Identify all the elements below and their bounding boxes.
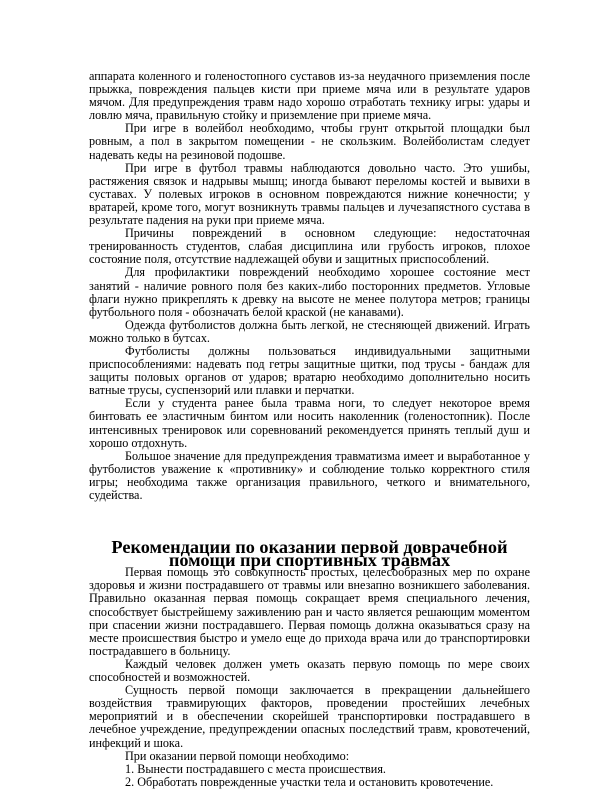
section-heading: Рекомендации по оказании первой доврачебной помощи при спортивных травмах <box>111 537 508 570</box>
list-item: 2. Обработать поврежденные участки тела и остановить кровотечение. <box>125 774 494 789</box>
paragraph: Каждый человек должен уметь оказать первую помощь по мере своих способностей и возможностей. <box>89 656 530 685</box>
paragraph: Для профилактики повреждений необходимо хорошее состояние мест занятий - наличие ровного поля без каких-либо посторонних предметов. Угловые флаги нужно прикреплять к древку на высоте не менее полутора метров; границы футбольного поля - обозначать белой краской (не канавами). <box>89 265 530 319</box>
paragraph: При игре в футбол травмы наблюдаются довольно часто. Это ушибы, растяжения связок и надрывы мышц; иногда бывают переломы костей и вывихи в суставах. У полевых игроков в основном повреждаются нижние конечности; у вратарей, кроме того, могут возникнуть травмы пальцев и лучезапястного сустава в результате падения на руки при приеме мяча. <box>89 160 530 228</box>
paragraph: Если у студента ранее была травма ноги, то следует некоторое время бинтовать ее эластичным бинтом или носить наколенник (голеностопник). После интенсивных тренировок или соревнований рекомендуется принять теплый душ и хорошо отдохнуть. <box>89 396 530 450</box>
paragraph: Первая помощь это совокупность простых, целесообразных мер по охране здоровья и жизни пострадавшего от травмы или внезапно возникшего заболевания. Правильно оказанная первая помощь сокращает время специального лечения, способствует быстрейшему заживлению ран и часто является решающим моментом при спасении жизни пострадавшего. Первая помощь должна оказываться сразу на месте происшествия быстро и умело еще до прихода врача или до транспортировки пострадавшего в больницу. <box>89 565 530 658</box>
paragraph: При оказании первой помощи необходимо: <box>125 748 350 763</box>
paragraph: Одежда футболистов должна быть легкой, не стесняющей движений. Играть можно только в бутсах. <box>89 317 530 345</box>
paragraph: Причины повреждений в основном следующие: недостаточная тренированность студентов, слабая дисциплина или грубость игроков, плохое состояние поля, отсутствие надлежащей обуви и защитных приспособлений. <box>89 226 530 267</box>
paragraph: аппарата коленного и голеностопного суставов из-за неудачного приземления после прыжка, повреждения пальцев кисти при приеме мяча или в результате ударов мячом. Для предупреждения травм надо хорошо отработать технику игры: удары и ловлю мяча, правильную стойку и приземление при приеме мяча. <box>89 69 530 123</box>
list-item: 1. Вынести пострадавшего с места происшествия. <box>125 761 386 776</box>
paragraph: При игре в волейбол необходимо, чтобы грунт открытой площадки был ровным, а пол в закрытом помещении - не скользким. Волейболистам следует надевать кеды на резиновой подошве. <box>89 121 530 162</box>
paragraph: Футболисты должны пользоваться индивидуальными защитными приспособлениями: надевать под гетры защитные щитки, под трусы - бандаж для защиты половых органов от ударов; вратарю необходимо дополнительно носить ватные трусы, суспензорий или плавки и перчатки. <box>89 343 530 398</box>
document-body <box>89 70 530 789</box>
paragraph: Сущность первой помощи заключается в прекращении дальнейшего воздействия травмирующих факторов, проведении простейших лечебных мероприятий и в обеспечении скорейшей транспортировки пострадавшего в лечебное учреждение, предупреждении опасных последствий травм, кровотечений, инфекций и шока. <box>89 683 530 750</box>
paragraph: Большое значение для предупреждения травматизма имеет и выработанное у футболистов уважение к «противнику» и соблюдение только корректного стиля игры; необходима также организация правильного, четкого и внимательного, судейства. <box>89 448 530 502</box>
section-spacer <box>89 502 530 541</box>
